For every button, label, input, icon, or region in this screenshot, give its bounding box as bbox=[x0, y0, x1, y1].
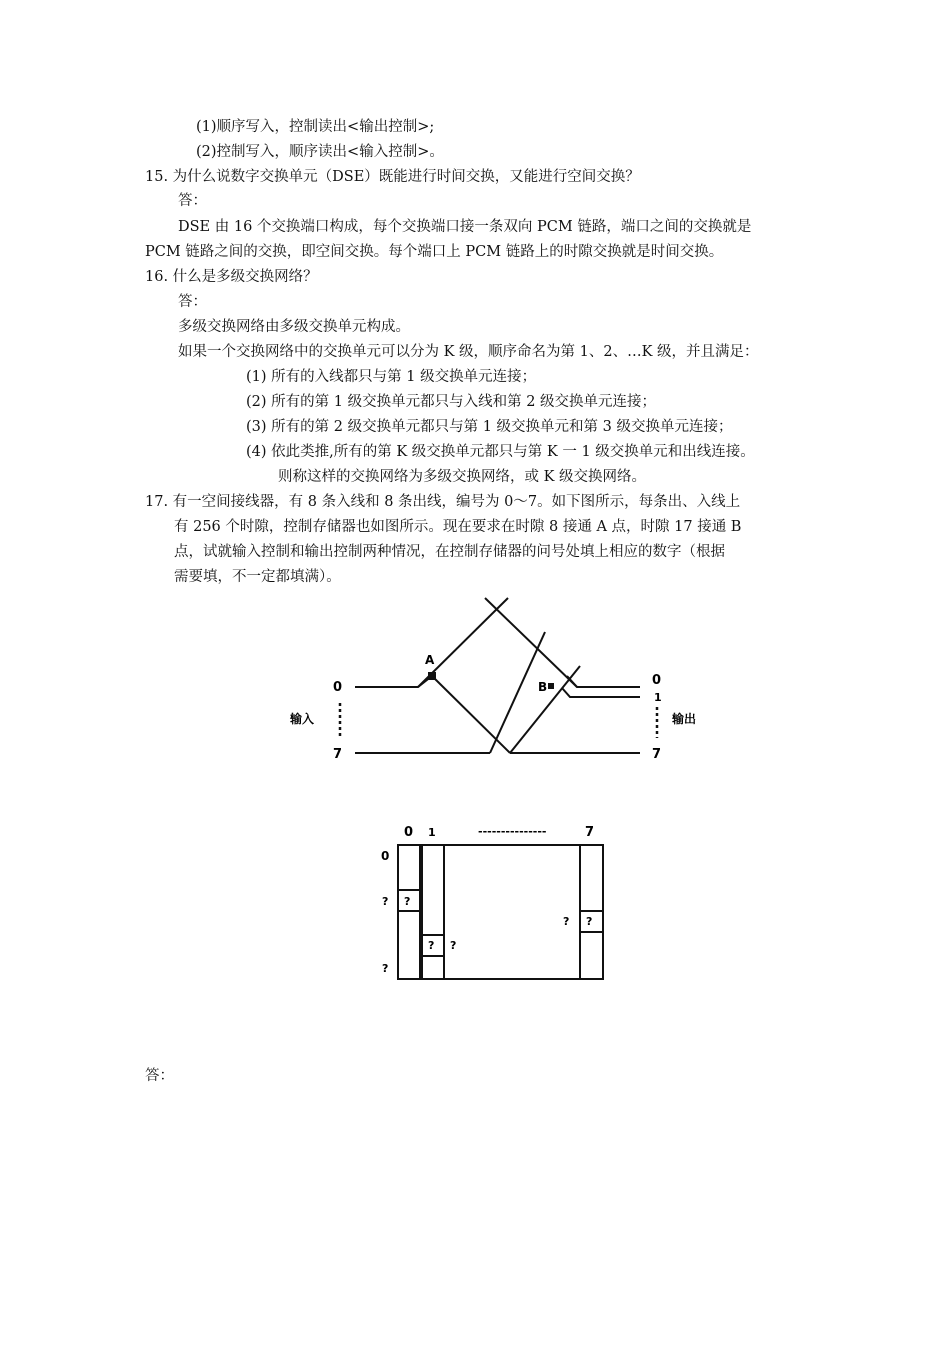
output-0-label: 0 bbox=[652, 673, 662, 688]
space-switch-diagram bbox=[340, 598, 657, 753]
input-0-label: 0 bbox=[333, 680, 343, 695]
output-line-0 bbox=[567, 676, 640, 687]
question-15: 15. 为什么说数字交换单元（DSE）既能进行时间交换，又能进行空间交换？ bbox=[145, 169, 640, 185]
crosspoint-a-marker bbox=[428, 672, 436, 680]
question-17-line-4: 需要填，不一定都填满）。 bbox=[174, 569, 341, 585]
output-label: 输出 bbox=[672, 712, 697, 726]
crosspoint-b-marker bbox=[548, 683, 554, 689]
question-17-line-2: 有 256 个时隙，控制存储器也如图所示。现在要求在时隙 8 接通 A 点，时隙 17 接通 B bbox=[174, 519, 742, 535]
answer-15-line-1: DSE 由 16 个交换端口构成，每个交换端口接一条双向 PCM 链路，端口之间的交换就是 bbox=[178, 219, 752, 235]
answer-15-label: 答： bbox=[178, 193, 207, 209]
cell-question-2: ? bbox=[428, 939, 435, 952]
answer-16-line-2: 如果一个交换网络中的交换单元可以分为 K 级，顺序命名为第 1、2、…K 级，并且满足： bbox=[178, 344, 759, 360]
column-1-label: 1 bbox=[428, 826, 436, 839]
diagonal-down-1 bbox=[485, 598, 577, 687]
answer-16-line-1: 多级交换网络由多级交换单元构成。 bbox=[178, 319, 410, 335]
cell-question-1: ? bbox=[404, 895, 411, 908]
row-question-1: ? bbox=[382, 895, 389, 908]
answer-16-item-1: (1) 所有的入线都只与第 1 级交换单元连接； bbox=[246, 369, 537, 385]
diagonal-down-2 bbox=[432, 676, 510, 753]
text-line-1: (1)顺序写入，控制读出<输出控制>; bbox=[196, 119, 435, 135]
row-0-label: 0 bbox=[381, 849, 390, 863]
question-17-line-1: 17. 有一空间接线器，有 8 条入线和 8 条出线，编号为 0～7。如下图所示，每条出、入线上 bbox=[145, 494, 741, 510]
answer-17-label: 答： bbox=[145, 1068, 174, 1084]
column-0-label: 0 bbox=[404, 825, 414, 840]
input-7-label: 7 bbox=[333, 747, 343, 762]
answer-16-label: 答： bbox=[178, 294, 207, 310]
answer-16-item-2: (2) 所有的第 1 级交换单元都只与入线和第 2 级交换单元连接； bbox=[246, 394, 657, 410]
answer-16-conclusion: 则称这样的交换网络为多级交换网络，或 K 级交换网络。 bbox=[278, 469, 647, 485]
column-7-label: 7 bbox=[585, 825, 595, 840]
answer-15-line-2: PCM 链路之间的交换，即空间交换。每个端口上 PCM 链路上的时隙交换就是时间交换。 bbox=[145, 244, 724, 260]
answer-16-item-3: (3) 所有的第 2 级交换单元都只与第 1 级交换单元和第 3 级交换单元连接； bbox=[246, 419, 733, 435]
diagonal-up-2 bbox=[490, 632, 548, 753]
control-memory-table bbox=[398, 845, 603, 979]
text-line-2: (2)控制写入，顺序读出<输入控制>。 bbox=[196, 144, 444, 160]
point-b-label: B bbox=[538, 680, 548, 694]
output-7-label: 7 bbox=[652, 747, 662, 762]
output-1-label: 1 bbox=[654, 691, 662, 704]
question-17-line-3: 点，试就输入控制和输出控制两种情况，在控制存储器的问号处填上相应的数字（根据 bbox=[174, 544, 725, 560]
row-question-2: ? bbox=[450, 939, 457, 952]
row-question-4: ? bbox=[382, 962, 389, 975]
output-line-1 bbox=[562, 688, 640, 697]
question-16: 16. 什么是多级交换网络？ bbox=[145, 269, 318, 285]
control-memory-outer bbox=[398, 845, 603, 979]
answer-16-item-4: (4) 依此类推,所有的第 K 级交换单元都只与第 K 一 1 级交换单元和出线连接。 bbox=[246, 444, 755, 460]
input-label: 输入 bbox=[290, 712, 315, 726]
cell-question-3: ? bbox=[586, 915, 593, 928]
column-dash-label: --------------- bbox=[478, 825, 547, 838]
point-a-label: A bbox=[425, 653, 435, 667]
row-question-3: ? bbox=[563, 915, 570, 928]
